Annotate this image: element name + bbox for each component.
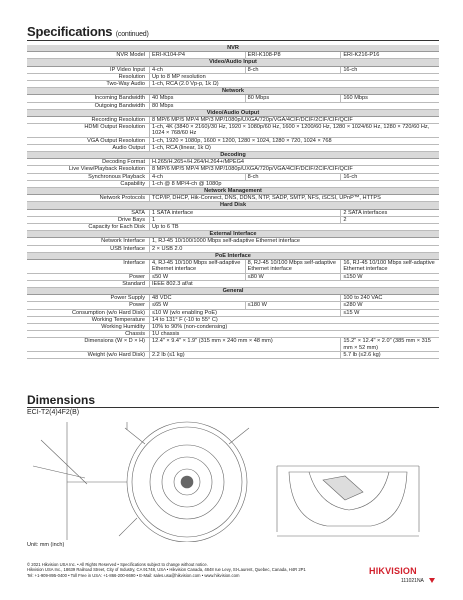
camera-side-view — [277, 466, 419, 536]
hikvision-logo: HIKVISION — [369, 566, 417, 576]
table-row: Network Interface 1, RJ-45 10/100/1000 Mbps self-adaptive Ethernet interface — [27, 238, 439, 245]
section-row: Video/Audio Output — [27, 109, 439, 116]
section-row: Network Management — [27, 188, 439, 195]
table-row: Working Temperature 14 to 131° F (-10 to 55° C) — [27, 316, 439, 323]
table-row: Interface 4, RJ-45 10/100 Mbps self-adaptive Ethernet interface 8, RJ-45 10/100 Mbps self-adaptive Ethernet interface 16, RJ-45 10/100 Mbps self-adaptive Ethernet interface — [27, 260, 439, 273]
table-row: Power ≤50 W ≤80 W ≤150 W — [27, 273, 439, 280]
title-sub: (continued) — [115, 31, 149, 38]
title-rule — [27, 40, 439, 41]
table-row: Dimensions (W × D × H) 12.4" × 9.4" × 1.9" (315 mm × 240 mm × 48 mm) 15.2" × 12.4" × 2.0" (385 mm × 315 mm × 52 mm) — [27, 338, 439, 351]
table-row: Consumption (w/o Hard Disk) ≤10 W (w/o enabling PoE) ≤15 W — [27, 309, 439, 316]
table-row: Resolution Up to 8 MP resolution — [27, 73, 439, 80]
table-row: Synchronous Playback 4-ch 8-ch 16-ch — [27, 173, 439, 180]
table-row: Capability 1-ch @ 8 MP/4-ch @ 1080p — [27, 180, 439, 187]
footer — [27, 562, 367, 578]
table-row: Decoding Format H.265/H.265+/H.264/H.264+/MPEG4 — [27, 159, 439, 166]
section-row: Hard Disk — [27, 202, 439, 209]
table-row: Capacity for Each Disk Up to 6 TB — [27, 224, 439, 231]
section-row: Video/Audio Input — [27, 59, 439, 66]
table-row: USB Interface 2 × USB 2.0 — [27, 245, 439, 252]
table-row: HDMI Output Resolution 1-ch, 4K (3840 × 2160)/30 Hz, 1920 × 1080p/60 Hz, 1600 × 1200/60 Hz, 1280 × 1024/60 Hz, 1280 × 720/60 Hz, 1024 × 768/60 Hz — [27, 124, 439, 137]
footer-contact: Tel: +1-909-895-0400 • Toll Free in USA: +1-866-200-6690 • E-Mail: sales.usa@hikvision.com • www.hikvision.com — [27, 572, 240, 578]
table-row: Weight (w/o Hard Disk) 2.2 lb (≤1 kg) 5.7 lb (≤2.6 kg) — [27, 351, 439, 358]
camera-front-view — [33, 422, 249, 542]
spec-table — [27, 45, 439, 359]
table-row: Standard IEEE 802.3 af/at — [27, 280, 439, 287]
table-row: Live View/Playback Resolution 8 MP/6 MP/5 MP/4 MP/3 MP/1080p/UXGA/720p/VGA/4CIF/DCIF/2CIF/CIF/QCIF — [27, 166, 439, 173]
table-row: Two-Way Audio 1-ch, RCA (2.0 Vp-p, 1k Ω) — [27, 81, 439, 88]
dimensions-model: ECI-T2(4)4F2(B) — [27, 409, 80, 416]
table-row: Network Protocols TCP/IP, DHCP, Hik-Connect, DNS, DDNS, NTP, SADP, SMTP, NFS, iSCSI, UPnP™, HTTPS — [27, 195, 439, 202]
table-row: Chassis 1U chassis — [27, 331, 439, 338]
dimensions-rule — [27, 407, 439, 408]
table-row: IP Video Input 4-ch 8-ch 16-ch — [27, 66, 439, 73]
triangle-icon — [429, 578, 435, 583]
table-row: VGA Output Resolution 1-ch, 1920 × 1080p, 1600 × 1200, 1280 × 1024, 1280 × 720, 1024 × 768 — [27, 137, 439, 144]
section-row: NVR — [27, 45, 439, 52]
table-row: Power ≤65 W ≤180 W ≤280 W — [27, 302, 439, 309]
table-row: Working Humidity 10% to 90% (non-condensing) — [27, 323, 439, 330]
footer-copyright: © 2021 Hikvision USA Inc. • All Rights Reserved • Specifications subject to change without notice. — [27, 562, 208, 567]
table-row: Drive Bays 1 2 — [27, 216, 439, 223]
title-main: Specifications — [27, 24, 113, 39]
section-row: Network — [27, 88, 439, 95]
table-row: Outgoing Bandwidth 80 Mbps — [27, 102, 439, 109]
table-row: Recording Resolution 8 MP/6 MP/5 MP/4 MP/3 MP/1080p/UXGA/720p/VGA/4CIF/DCIF/2CIF/CIF/QCIF — [27, 117, 439, 124]
table-row: NVR Model ERI-K104-P4 ERI-K108-P8 ERI-K216-P16 — [27, 52, 439, 59]
camera-dimension-drawing — [27, 420, 439, 542]
page-title — [27, 24, 149, 39]
table-row: Audio Output 1-ch, RCA (linear, 1k Ω) — [27, 144, 439, 151]
unit-note: Unit: mm (inch) — [27, 542, 65, 548]
table-row: Incoming Bandwidth 40 Mbps 80 Mbps 160 Mbps — [27, 95, 439, 102]
table-row: SATA 1 SATA interface 2 SATA interfaces — [27, 209, 439, 216]
table-row: Power Supply 48 VDC 100 to 240 VAC — [27, 295, 439, 302]
section-row: External Interface — [27, 231, 439, 238]
dimensions-title: Dimensions — [27, 393, 96, 407]
footer-address: Hikvision USA Inc., 18639 Railroad Street, City of Industry, CA 91748, USA • Hikvision Canada, 4848 rue Levy, St-Laurent, Quebec, Canada, H4R 2P1 — [27, 567, 306, 573]
section-row: PoE Interface — [27, 252, 439, 259]
section-row: General — [27, 287, 439, 294]
doc-code: 111021NA — [401, 578, 424, 584]
section-row: Decoding — [27, 152, 439, 159]
